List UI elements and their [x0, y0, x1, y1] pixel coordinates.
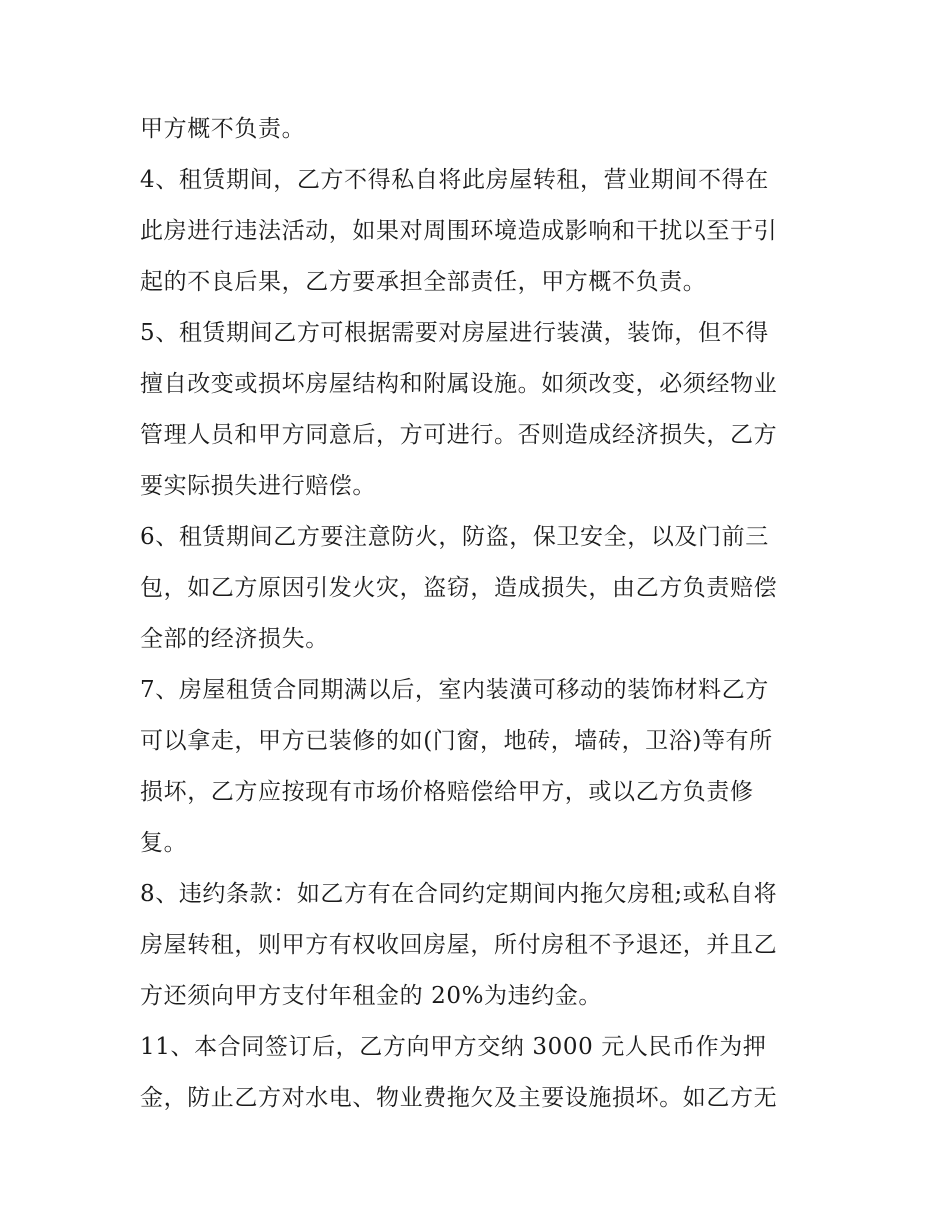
text-line: 方还须向甲方支付年租金的 20%为违约金。 — [140, 983, 603, 1009]
text-line: 起的不良后果，乙方要承担全部责任，甲方概不负责。 — [140, 269, 707, 295]
text-line: 8、违约条款：如乙方有在合同约定期间内拖欠房租;或私自将 — [140, 881, 778, 907]
text-line: 此房进行违法活动，如果对周围环境造成影响和干扰以至于引 — [140, 218, 778, 244]
text-line: 房屋转租，则甲方有权收回房屋，所付房租不予退还，并且乙 — [140, 932, 778, 958]
text-line: 擅自改变或损坏房屋结构和附属设施。如须改变，必须经物业 — [140, 371, 778, 397]
text-line: 全部的经济损失。 — [140, 626, 329, 652]
text-line: 6、租赁期间乙方要注意防火，防盗，保卫安全，以及门前三 — [140, 524, 769, 550]
text-line: 4、租赁期间，乙方不得私自将此房屋转租，营业期间不得在 — [140, 167, 769, 193]
text-line: 可以拿走，甲方已装修的如(门窗，地砖，墙砖，卫浴)等有所 — [140, 728, 773, 754]
text-line: 包，如乙方原因引发火灾，盗窃，造成损失，由乙方负责赔偿 — [140, 575, 778, 601]
text-line: 复。 — [140, 830, 188, 856]
text-line: 要实际损失进行赔偿。 — [140, 473, 376, 499]
text-line: 5、租赁期间乙方可根据需要对房屋进行装潢，装饰，但不得 — [140, 320, 769, 346]
contract-text — [140, 104, 830, 1124]
text-line: 11、本合同签订后，乙方向甲方交纳 3000 元人民币作为押 — [140, 1034, 767, 1060]
text-line: 管理人员和甲方同意后，方可进行。否则造成经济损失，乙方 — [140, 422, 778, 448]
text-line: 甲方概不负责。 — [140, 116, 306, 142]
text-line: 金，防止乙方对水电、物业费拖欠及主要设施损坏。如乙方无 — [140, 1085, 778, 1111]
text-line: 损坏，乙方应按现有市场价格赔偿给甲方，或以乙方负责修 — [140, 779, 754, 805]
text-line: 7、房屋租赁合同期满以后，室内装潢可移动的装饰材料乙方 — [140, 677, 769, 703]
